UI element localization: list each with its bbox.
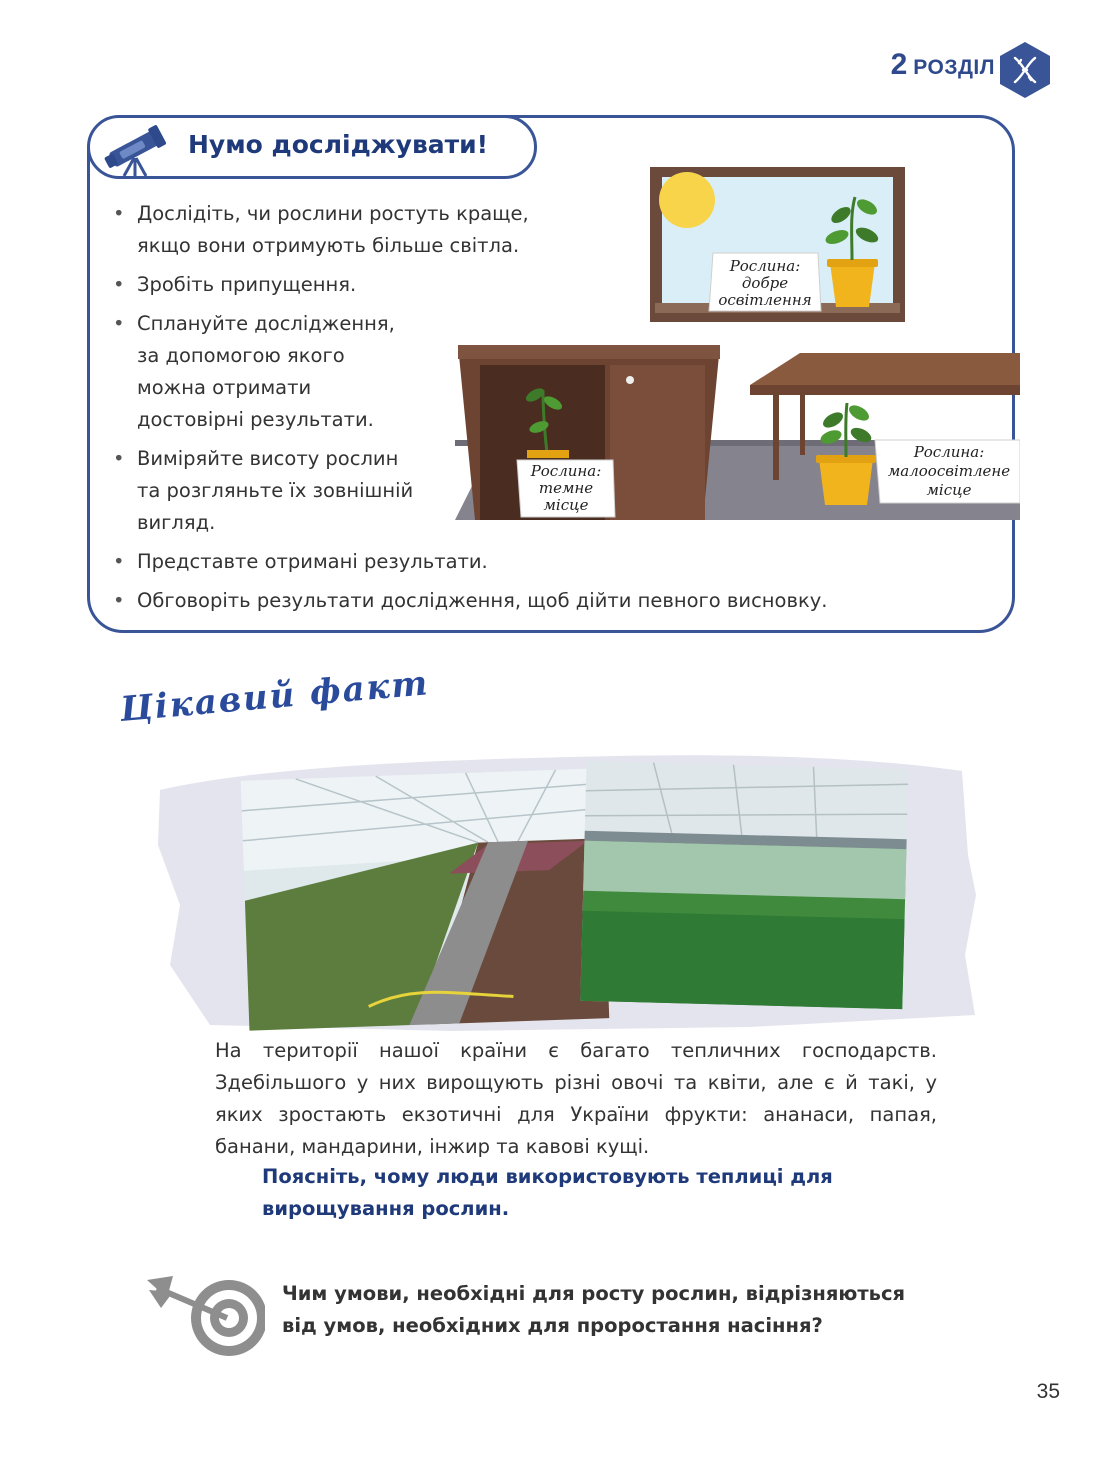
explore-title: Нумо досліджувати! [188, 130, 489, 159]
list-item-line: • Обговоріть результати дослідження, щоб дійти певного висновку. [137, 589, 828, 612]
chapter-number: 2 [890, 48, 908, 81]
list-item-line: якщо вони отримують більше світла. [137, 234, 520, 257]
window-label-line: освітлення [718, 291, 812, 309]
plants-experiment-illustration [455, 165, 1020, 520]
list-item [110, 546, 827, 578]
dna-hexagon-icon [995, 40, 1055, 100]
table-label-line: місце [926, 481, 972, 499]
list-item-line: • Сплануйте дослідження, [137, 312, 395, 335]
window-label-line: добре [741, 274, 789, 292]
cabinet-label-line: місце [543, 496, 589, 514]
goal-question-line: від умов, необхідних для проростання насіння? [282, 1314, 823, 1337]
page-number: 35 [1036, 1380, 1060, 1403]
cabinet-label-line: темне [538, 479, 594, 497]
chapter-label: РОЗДІЛ [913, 56, 995, 79]
table-label-line: Рослина: [913, 443, 985, 461]
list-item [110, 585, 827, 617]
list-item-line: • Дослідіть, чи рослини ростуть краще, [137, 202, 529, 225]
list-item-line: достовірні результати. [137, 408, 374, 431]
goal-question [282, 1278, 957, 1342]
cabinet-label-line: Рослина: [530, 462, 602, 480]
window-label-line: Рослина: [729, 257, 801, 275]
table-label-line: малоосвітлене [887, 462, 1011, 480]
target-icon [145, 1268, 265, 1360]
fact-text: На території нашої країни є багато тепличних господарств. Здебільшого у них вирощують різні овочі та квіти, але є й такі, у яких зростають екзотичні для України фрукти: ананаси, папая, банани, мандарини, інжир та кавові кущі. [215, 1039, 937, 1158]
list-item-line: за допомогою якого [137, 344, 345, 367]
fact-title: Цікавий факт [118, 663, 431, 730]
chapter-header [891, 48, 995, 82]
list-item-line: та розгляньте їх зовнішній [137, 479, 414, 502]
list-item-line: • Зробіть припущення. [137, 273, 357, 296]
telescope-icon [100, 120, 172, 178]
list-item-line: • Представте отримані результати. [137, 550, 488, 573]
list-item-line: • Виміряйте висоту рослин [137, 447, 399, 470]
list-item-line: можна отримати [137, 376, 312, 399]
fact-question: Поясніть, чому люди використовують теплиці для вирощування рослин. [262, 1165, 833, 1220]
list-item-line: вигляд. [137, 511, 216, 534]
goal-question-line: Чим умови, необхідні для росту рослин, відрізняються [282, 1282, 906, 1305]
greenhouse-photos [150, 735, 980, 1035]
